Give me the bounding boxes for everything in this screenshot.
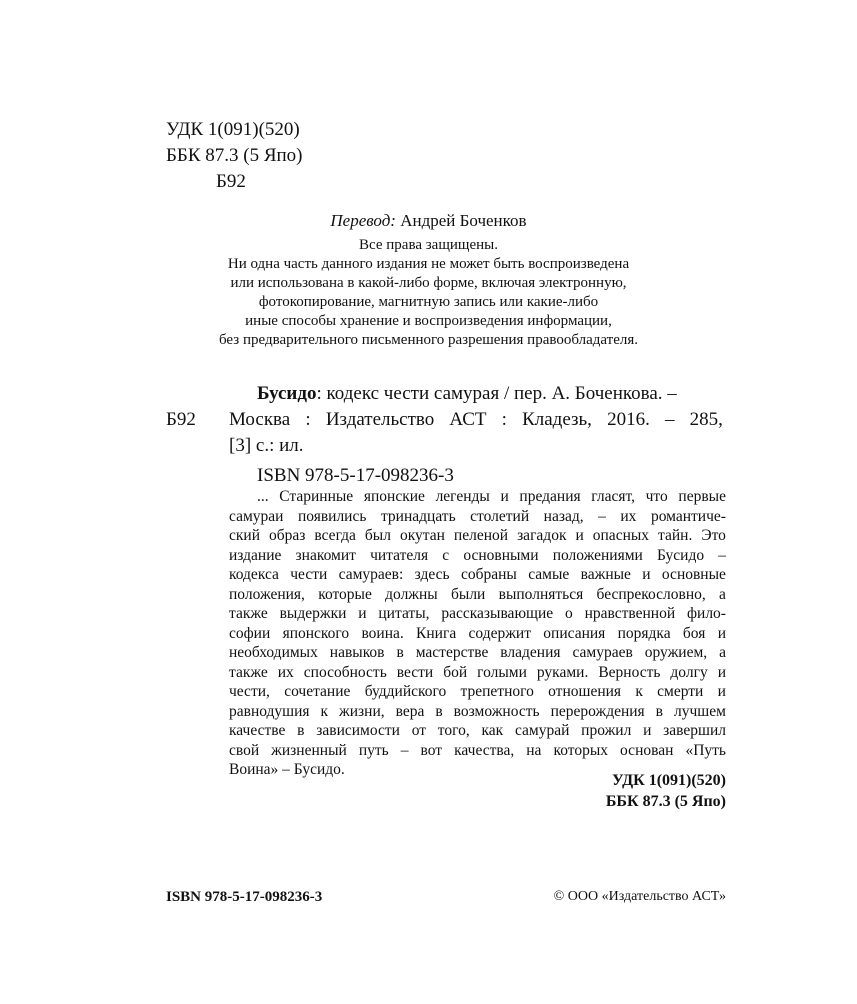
abstract-word: должны — [385, 585, 438, 603]
abstract-word: в — [435, 702, 443, 720]
abstract-word: Бусидо — [657, 546, 705, 564]
abstract-line — [229, 507, 726, 527]
abstract-word: и — [643, 722, 652, 739]
publication-word: 2016. — [607, 409, 650, 430]
abstract-word: описания — [543, 624, 606, 642]
abstract-word: собраны — [460, 566, 517, 583]
abstract-word: Книга — [416, 624, 457, 642]
abstract-word: путь — [358, 741, 389, 759]
abstract-word: нравственной — [584, 605, 676, 622]
abstract-word: самые — [528, 566, 570, 583]
abstract-line — [229, 663, 726, 683]
abstract-word: и — [642, 566, 651, 583]
abstract-word: и — [575, 527, 584, 544]
abstract-word: их — [620, 507, 637, 525]
abstract-word: в — [396, 644, 404, 661]
abstract-line — [229, 702, 726, 722]
title-statement: : кодекс чести самурая / пер. А. Боченкова. – — [316, 383, 677, 404]
abstract-word: чести, — [229, 683, 270, 700]
abstract-line — [229, 565, 726, 585]
publication-word: Издательство — [325, 409, 435, 430]
abstract-word: что — [645, 488, 668, 505]
abstract-word: появились — [297, 507, 367, 525]
abstract-word: первые — [678, 488, 726, 505]
abstract-word: возможность — [453, 702, 540, 720]
book-title: Бусидо — [257, 383, 317, 404]
abstract-word: и — [717, 624, 726, 642]
classification-bottom — [529, 770, 726, 812]
abstract-word: жизненный — [271, 741, 347, 759]
publication-word: АСТ — [449, 409, 487, 430]
translator-name: Андрей Боченков — [400, 211, 527, 230]
abstract-word: – — [400, 741, 409, 759]
rights-line: Все права защищены. — [359, 237, 498, 253]
abstract-word: вера — [395, 702, 425, 720]
abstract-word: были — [451, 585, 486, 603]
abstract-word: как — [481, 722, 504, 739]
abstract-word: самурай — [514, 722, 570, 739]
bbk-code: ББК 87.3 (5 Япо) — [166, 145, 303, 166]
abstract-word: а — [719, 644, 726, 661]
abstract-word: основан — [620, 741, 674, 759]
abstract-word: беспрекословно, — [596, 585, 706, 603]
abstract-word: свой — [229, 741, 260, 759]
abstract-word: к — [635, 683, 643, 700]
rights-line: иные способы хранение и воспроизведения информации, — [245, 313, 612, 329]
abstract-line — [229, 643, 726, 663]
abstract-word: в — [655, 702, 663, 720]
publication-line — [229, 407, 723, 433]
translator-credit — [0, 209, 857, 233]
abstract-word: мастерстве — [415, 644, 489, 661]
abstract-word: оружием, — [644, 644, 708, 661]
abstract-word: завершил — [663, 722, 726, 739]
abstract-line — [229, 585, 726, 605]
abstract-word: положения, — [229, 585, 305, 603]
abstract-word: выдержки — [279, 605, 347, 622]
abstract-word: цитаты, — [378, 605, 430, 622]
abstract-word: вот — [420, 741, 443, 759]
translator-label: Перевод: — [330, 211, 396, 230]
abstract-line — [229, 624, 726, 644]
abstract-word: жизни, — [339, 702, 385, 720]
abstract-line — [229, 546, 726, 566]
isbn: ISBN 978-5-17-098236-3 — [257, 465, 454, 486]
rights-line: Ни одна часть данного издания не может быть воспроизведена — [227, 256, 630, 272]
abstract-word: легенды — [435, 488, 490, 505]
rights-notice — [0, 236, 857, 350]
abstract-word: с — [442, 546, 450, 564]
abstract-word: ский — [229, 527, 260, 544]
bibliographic-title-line — [257, 381, 677, 407]
abstract-word: того, — [437, 722, 470, 739]
copyright-notice: © ООО «Издательство АСТ» — [553, 889, 726, 904]
abstract-word: основные — [661, 566, 726, 583]
abstract-word: издание — [229, 546, 282, 564]
abstract-word: важные — [580, 566, 631, 583]
abstract-word: знакомит — [295, 546, 356, 564]
abstract-word: романтиче- — [650, 507, 726, 525]
abstract-word: долгу — [670, 663, 708, 681]
abstract-word: способность — [303, 663, 387, 681]
bibliographic-record — [0, 381, 857, 491]
abstract-word: положениями — [552, 546, 643, 564]
publication-word: : — [501, 409, 507, 430]
abstract-word: фило- — [686, 605, 726, 622]
publication-word: Кладезь, — [522, 409, 592, 430]
abstract-word: отношения — [548, 683, 622, 700]
abstract-word: ... — [257, 488, 269, 505]
abstract-word: читателя — [370, 546, 429, 564]
abstract-line — [229, 721, 726, 741]
abstract-line — [229, 604, 726, 624]
abstract-word: предания — [519, 488, 581, 505]
abstract — [229, 487, 726, 780]
publication-word: 285, — [689, 409, 723, 430]
abstract-word: гласят, — [591, 488, 635, 505]
abstract-word: равнодушия — [229, 702, 310, 720]
abstract-word: которых — [553, 741, 609, 759]
abstract-word: воина. — [361, 624, 404, 642]
bibliographic-author-sign: Б92 — [166, 409, 196, 430]
abstract-word: тайн. — [658, 527, 693, 544]
abstract-word: пеленой — [453, 527, 509, 544]
abstract-word: порядка — [617, 624, 671, 642]
publication-word: – — [664, 409, 675, 430]
abstract-word: всегда — [314, 527, 356, 544]
abstract-word: а — [719, 585, 726, 603]
abstract-word: необходимых — [229, 644, 318, 661]
author-sign: Б92 — [216, 171, 246, 192]
abstract-word: боя — [682, 624, 706, 642]
abstract-word: к — [320, 702, 329, 720]
abstract-word: прожил — [581, 722, 632, 739]
abstract-word: также — [229, 663, 268, 681]
abstract-word: основными — [463, 546, 539, 564]
abstract-word: также — [229, 605, 268, 622]
abstract-word: на — [526, 741, 542, 759]
abstract-word: владения — [500, 644, 561, 661]
abstract-word: и — [500, 488, 509, 505]
abstract-word: назад, — [543, 507, 584, 525]
abstract-word: загадок — [517, 527, 567, 544]
abstract-word: самураев — [572, 644, 633, 661]
abstract-word: – — [718, 546, 726, 564]
abstract-word: тринадцать — [380, 507, 456, 525]
abstract-word: смерти — [657, 683, 704, 700]
abstract-word: столетий — [470, 507, 530, 525]
publication-word: : — [305, 409, 311, 430]
abstract-word: и — [717, 663, 726, 681]
footer-isbn: ISBN 978-5-17-098236-3 — [166, 889, 323, 905]
abstract-word: японского — [282, 624, 350, 642]
publication-word: Москва — [229, 409, 291, 430]
abstract-word: японские — [363, 488, 425, 505]
pagination-line: [3] с.: ил. — [229, 435, 304, 456]
abstract-word: их — [277, 663, 294, 681]
abstract-word: Верность — [598, 663, 661, 681]
abstract-word: образ — [269, 527, 306, 544]
abstract-word: голыми — [477, 663, 527, 681]
rights-line: фотокопирование, магнитную запись или какие-либо — [258, 294, 599, 310]
abstract-line — [229, 526, 726, 546]
abstract-word: руками. — [536, 663, 589, 681]
abstract-word: от — [411, 722, 427, 739]
rights-line: или использована в какой-либо форме, включая электронную, — [230, 275, 627, 291]
abstract-word: опасных — [592, 527, 650, 544]
abstract-line — [229, 682, 726, 702]
abstract-word: сочетание — [284, 683, 351, 700]
bbk-code-bottom: ББК 87.3 (5 Япо) — [605, 793, 726, 810]
udk-code: УДК 1(091)(520) — [166, 119, 300, 140]
udk-code-bottom: УДК 1(091)(520) — [611, 772, 726, 789]
abstract-word: вести — [396, 663, 434, 681]
abstract-word: содержит — [468, 624, 531, 642]
abstract-word: о — [564, 605, 573, 622]
abstract-word: чести — [290, 566, 328, 583]
abstract-word: «Путь — [685, 741, 726, 759]
abstract-word: Это — [701, 527, 726, 544]
abstract-line — [229, 487, 726, 507]
abstract-word: софии — [229, 624, 271, 642]
abstract-word: лучшем — [673, 702, 726, 720]
abstract-word: качестве — [229, 722, 286, 739]
abstract-word: самураи — [229, 507, 284, 525]
abstract-word: и — [717, 683, 726, 700]
abstract-word: и — [358, 605, 367, 622]
abstract-word: был — [364, 527, 391, 544]
abstract-word: кодекса — [229, 566, 279, 583]
abstract-line — [229, 741, 726, 761]
abstract-word: Старинные — [279, 488, 354, 505]
abstract-word: бой — [443, 663, 468, 681]
abstract-word: выполняться — [498, 585, 584, 603]
abstract-line: Воина» – Бусидо. — [229, 761, 345, 778]
abstract-word: качества, — [454, 741, 515, 759]
abstract-word: которые — [318, 585, 372, 603]
abstract-word: в — [297, 722, 305, 739]
abstract-word: самураев: — [338, 566, 404, 583]
abstract-word: – — [598, 507, 606, 525]
abstract-word: окутан — [399, 527, 445, 544]
abstract-word: перерождения — [550, 702, 645, 720]
abstract-word: зависимости — [316, 722, 400, 739]
abstract-word: навыков — [329, 644, 385, 661]
abstract-word: буддийского — [364, 683, 447, 700]
abstract-word: трепетного — [460, 683, 534, 700]
abstract-word: рассказывающие — [441, 605, 554, 622]
abstract-word: здесь — [414, 566, 450, 583]
rights-line: без предварительного письменного разрешения правообладателя. — [219, 332, 638, 348]
